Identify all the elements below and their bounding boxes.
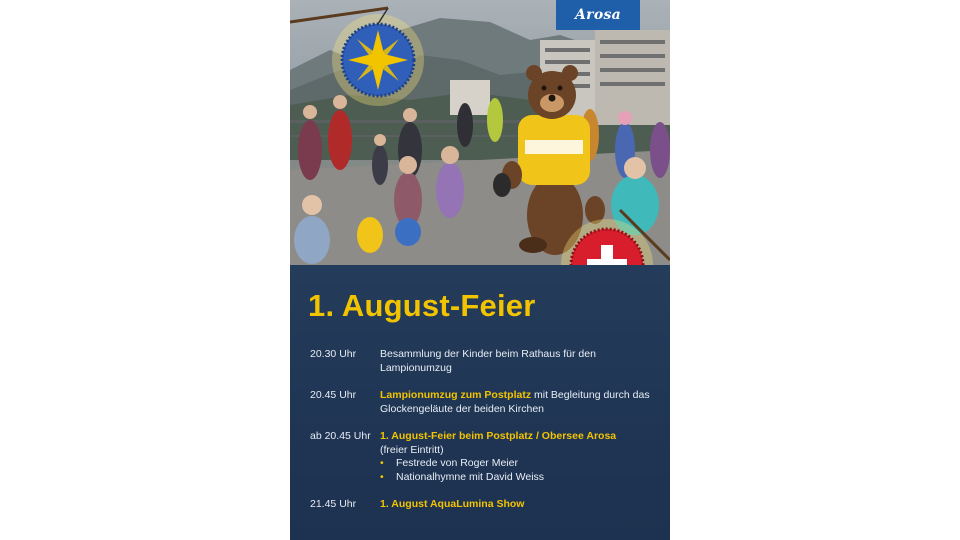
schedule-time: 20.45 Uhr xyxy=(310,389,357,401)
list-item: • Festrede von Roger Meier xyxy=(380,457,655,471)
schedule-highlight: Lampionumzug zum Postplatz xyxy=(380,389,532,401)
schedule-highlight: 1. August AquaLumina Show xyxy=(380,498,525,510)
star-lantern-icon xyxy=(332,8,424,106)
schedule-time: 21.45 Uhr xyxy=(310,498,357,510)
event-title: 1. August-Feier xyxy=(308,288,536,323)
schedule-highlight: 1. August-Feier beim Postplatz / Obersee Arosa xyxy=(380,430,617,442)
schedule-description xyxy=(380,389,655,416)
schedule-time: ab 20.45 Uhr xyxy=(310,430,371,442)
schedule-time: 20.30 Uhr xyxy=(310,348,357,360)
parade-illustration xyxy=(290,0,670,265)
schedule-text: Besammlung der Kinder beim Rathaus für den Lampionumzug xyxy=(380,348,596,374)
logo-text: Arosa xyxy=(574,7,622,23)
schedule-description xyxy=(380,430,655,484)
schedule-row xyxy=(310,389,655,416)
schedule-row xyxy=(310,348,655,375)
event-photo xyxy=(290,0,670,265)
list-item: • Nationalhymne mit David Weiss xyxy=(380,471,655,485)
arosa-logo xyxy=(556,0,640,30)
schedule-description xyxy=(380,498,655,512)
event-schedule xyxy=(310,348,655,526)
schedule-row xyxy=(310,498,655,512)
schedule-row xyxy=(310,430,655,484)
schedule-text: (freier Eintritt) xyxy=(380,443,444,456)
schedule-description xyxy=(380,348,655,375)
event-poster xyxy=(290,0,670,540)
schedule-bullets xyxy=(380,457,655,484)
schedule-text: mit Begleitung durch das Glockengeläute der beiden Kirchen xyxy=(380,389,650,415)
